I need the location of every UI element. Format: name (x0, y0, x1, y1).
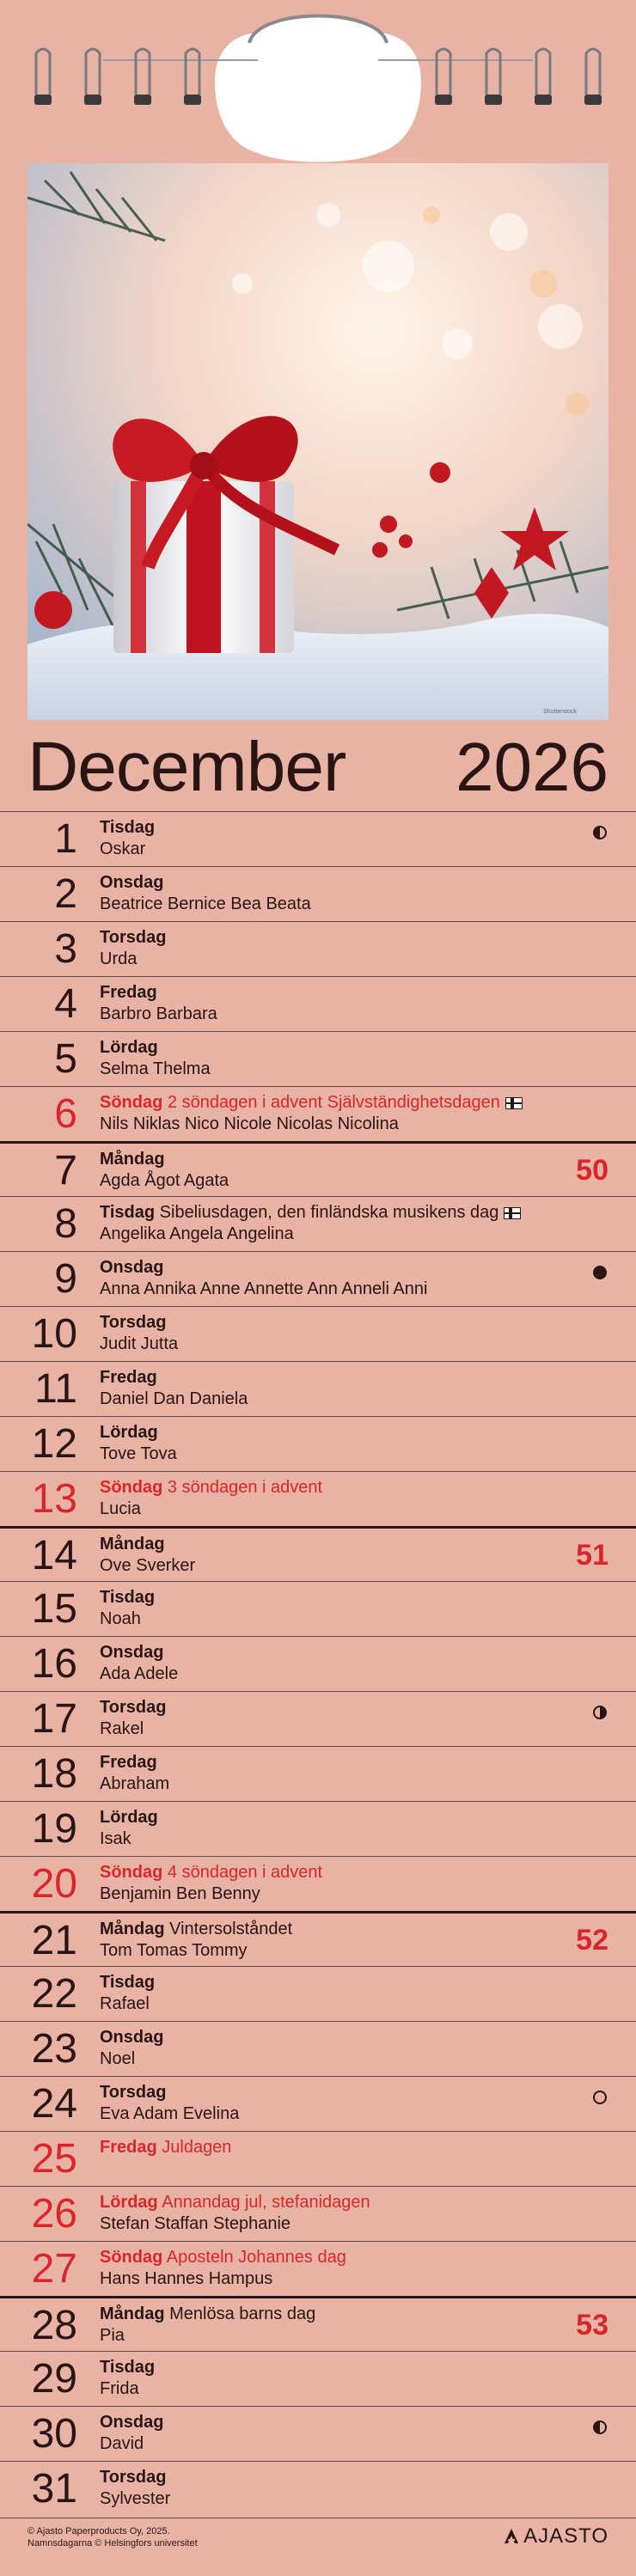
day-number: 7 (54, 1148, 77, 1193)
day-heading (100, 1092, 523, 1113)
day-heading (100, 1534, 165, 1554)
weekday-label: Söndag (100, 2248, 163, 2267)
day-row (0, 1251, 636, 1306)
day-heading (100, 1037, 158, 1058)
day-heading (100, 2247, 346, 2268)
day-number: 20 (31, 1861, 77, 1907)
name-day-names: Benjamin Ben Benny (100, 1884, 260, 1903)
name-day-names: Agda Ågot Agata (100, 1171, 229, 1190)
weekday-label: Torsdag (100, 1313, 167, 1332)
day-row (0, 811, 636, 866)
weekday-label: Fredag (100, 1368, 157, 1387)
day-number: 30 (31, 2411, 77, 2457)
name-day-names: Nils Niklas Nico Nicole Nicolas Nicolina (100, 1114, 399, 1133)
day-row (0, 2131, 636, 2186)
weekday-label: Onsdag (100, 1643, 164, 1662)
day-heading (100, 1919, 292, 1939)
day-note: Annandag jul, stefanidagen (162, 2193, 370, 2212)
day-row (0, 866, 636, 921)
weekday-label: Söndag (100, 1478, 163, 1497)
day-row (0, 1471, 636, 1526)
year-title: 2026 (456, 729, 608, 805)
day-row (0, 2351, 636, 2406)
day-row (0, 1031, 636, 1086)
day-note: Menlösa barns dag (169, 2304, 316, 2323)
weekday-label: Torsdag (100, 2468, 167, 2487)
weekday-label: Tisdag (100, 2358, 156, 2377)
name-day-names: Judit Jutta (100, 1334, 179, 1353)
day-number: 31 (31, 2466, 77, 2512)
day-number: 5 (54, 1036, 77, 1082)
day-heading (100, 2357, 155, 2378)
name-day-names: Noel (100, 2049, 136, 2068)
day-number: 18 (31, 1751, 77, 1797)
day-row (0, 921, 636, 976)
weekday-label: Fredag (100, 983, 157, 1002)
name-day-names: Ove Sverker (100, 1556, 196, 1575)
day-row (0, 1691, 636, 1746)
name-day-names: Rafael (100, 1994, 150, 2013)
day-row (0, 2186, 636, 2241)
day-heading (100, 1149, 165, 1169)
day-heading (100, 1807, 158, 1828)
moon-phase-icon (593, 1706, 607, 1719)
day-number: 23 (31, 2026, 77, 2072)
name-day-names: Angelika Angela Angelina (100, 1224, 294, 1243)
day-heading (100, 2082, 166, 2103)
finnish-flag-icon (504, 1207, 521, 1219)
weekday-label: Lördag (100, 2193, 158, 2212)
day-heading (100, 1202, 521, 1223)
day-number: 21 (31, 1918, 77, 1963)
day-row (0, 1086, 636, 1141)
name-day-names: Pia (100, 2326, 125, 2345)
day-heading (100, 817, 155, 838)
day-number: 9 (54, 1256, 77, 1302)
day-number: 25 (31, 2136, 77, 2182)
day-number: 2 (54, 871, 77, 917)
name-day-names: Rakel (100, 1719, 144, 1738)
weekday-label: Torsdag (100, 928, 167, 947)
day-row (0, 1416, 636, 1471)
day-note: Vintersolståndet (169, 1920, 293, 1938)
brand-mark-icon (503, 2526, 520, 2543)
day-heading (100, 2304, 315, 2324)
weekday-label: Fredag (100, 2138, 157, 2157)
name-day-names: David (100, 2434, 144, 2453)
weekday-label: Onsdag (100, 873, 164, 892)
name-day-names: Abraham (100, 1774, 170, 1793)
day-number: 1 (54, 816, 77, 862)
christmas-gift-photo (28, 163, 608, 720)
brand-logo (503, 2524, 608, 2549)
day-heading (100, 1257, 163, 1278)
name-day-names: Tom Tomas Tommy (100, 1941, 248, 1960)
weekday-label: Tisdag (100, 818, 156, 837)
name-day-names: Eva Adam Evelina (100, 2104, 240, 2123)
day-row (0, 1801, 636, 1856)
day-number: 4 (54, 981, 77, 1027)
day-note: 4 söndagen i advent (167, 1863, 323, 1882)
day-row (0, 2461, 636, 2516)
weekday-label: Onsdag (100, 1258, 164, 1277)
weekday-label: Måndag (100, 1920, 165, 1938)
name-day-names: Urda (100, 949, 138, 968)
weekday-label: Måndag (100, 2304, 165, 2323)
day-row (0, 1746, 636, 1801)
day-number: 13 (31, 1476, 77, 1522)
day-number: 16 (31, 1641, 77, 1687)
day-number: 10 (31, 1311, 77, 1357)
name-day-names: Lucia (100, 1499, 141, 1518)
name-day-names: Daniel Dan Daniela (100, 1389, 248, 1408)
spiral-binding (0, 0, 636, 163)
day-row (0, 1196, 636, 1251)
day-number: 8 (54, 1201, 77, 1247)
day-heading (100, 872, 163, 893)
weekday-label: Torsdag (100, 2083, 167, 2102)
day-heading (100, 2412, 163, 2433)
day-row (0, 1141, 636, 1196)
day-row (0, 1361, 636, 1416)
day-note: 2 söndagen i advent Självständighetsdagen (167, 1093, 500, 1112)
weekday-label: Tisdag (100, 1203, 156, 1222)
names-credit-text: Namnsdagarna © Helsingfors universitet (28, 2538, 198, 2549)
week-number: 51 (576, 1539, 608, 1572)
footer (0, 2518, 636, 2576)
day-row (0, 1636, 636, 1691)
weekday-label: Söndag (100, 1863, 163, 1882)
day-number: 11 (34, 1366, 77, 1412)
name-day-names: Anna Annika Anne Annette Ann Anneli Anni (100, 1279, 428, 1298)
weekday-label: Tisdag (100, 1588, 156, 1607)
copyright-text: © Ajasto Paperproducts Oy, 2025. (28, 2526, 170, 2536)
name-day-names: Beatrice Bernice Bea Beata (100, 894, 311, 913)
day-list (0, 811, 636, 2516)
moon-phase-icon (593, 2420, 607, 2434)
weekday-label: Söndag (100, 1093, 163, 1112)
name-day-names: Tove Tova (100, 1444, 177, 1463)
day-row (0, 2241, 636, 2296)
day-number: 14 (31, 1533, 77, 1578)
name-day-names: Oskar (100, 839, 146, 858)
month-title: December (28, 728, 346, 806)
day-heading (100, 1587, 155, 1608)
day-note: Juldagen (162, 2138, 232, 2157)
day-number: 19 (31, 1806, 77, 1852)
day-row (0, 1526, 636, 1581)
day-note: Aposteln Johannes dag (166, 2248, 346, 2267)
day-row (0, 1966, 636, 2021)
name-day-names: Barbro Barbara (100, 1004, 217, 1023)
day-heading (100, 1367, 157, 1388)
day-heading (100, 927, 166, 948)
weekday-label: Lördag (100, 1038, 158, 1057)
day-number: 15 (31, 1586, 77, 1632)
week-number: 53 (576, 2309, 608, 2341)
weekday-label: Måndag (100, 1535, 165, 1554)
week-number: 50 (576, 1154, 608, 1187)
day-heading (100, 1752, 157, 1773)
weekday-label: Måndag (100, 1150, 165, 1169)
day-number: 29 (31, 2356, 77, 2402)
day-note: 3 söndagen i advent (167, 1478, 323, 1497)
day-heading (100, 2137, 231, 2158)
day-row (0, 1306, 636, 1361)
day-row (0, 1581, 636, 1636)
day-row (0, 976, 636, 1031)
moon-phase-icon (593, 826, 607, 839)
day-heading (100, 2027, 163, 2048)
day-heading (100, 1312, 166, 1333)
day-row (0, 1856, 636, 1911)
name-day-names: Hans Hannes Hampus (100, 2269, 273, 2288)
name-day-names: Ada Adele (100, 1664, 179, 1683)
day-note: Sibeliusdagen, den finländska musikens dag (159, 1203, 499, 1222)
day-heading (100, 982, 157, 1003)
day-heading (100, 1972, 155, 1993)
moon-phase-icon (593, 1266, 607, 1279)
day-heading (100, 1697, 166, 1718)
weekday-label: Lördag (100, 1423, 158, 1442)
photo-credit: Shutterstock (543, 709, 577, 715)
day-number: 26 (31, 2191, 77, 2237)
day-row (0, 2076, 636, 2131)
name-day-names: Isak (100, 1829, 131, 1848)
day-heading (100, 1422, 158, 1443)
day-number: 24 (31, 2081, 77, 2127)
moon-phase-icon (593, 2091, 607, 2104)
day-number: 17 (31, 1696, 77, 1742)
day-number: 28 (31, 2303, 77, 2348)
weekday-label: Torsdag (100, 1698, 167, 1717)
name-day-names: Frida (100, 2379, 139, 2398)
name-day-names: Stefan Staffan Stephanie (100, 2214, 291, 2233)
day-heading (100, 1642, 163, 1663)
day-heading (100, 1862, 322, 1883)
name-day-names: Noah (100, 1609, 141, 1628)
day-heading (100, 1477, 322, 1498)
day-heading (100, 2467, 166, 2487)
day-row (0, 2406, 636, 2461)
day-number: 12 (31, 1421, 77, 1467)
weekday-label: Onsdag (100, 2413, 164, 2432)
day-number: 22 (31, 1971, 77, 2017)
day-number: 6 (54, 1091, 77, 1137)
day-heading (100, 2192, 370, 2213)
weekday-label: Fredag (100, 1753, 157, 1772)
week-number: 52 (576, 1924, 608, 1956)
finnish-flag-icon (505, 1097, 523, 1109)
brand-name: AJASTO (523, 2524, 608, 2548)
day-number: 3 (54, 926, 77, 972)
day-number: 27 (31, 2246, 77, 2292)
name-day-names: Selma Thelma (100, 1059, 211, 1078)
day-row (0, 2296, 636, 2351)
name-day-names: Sylvester (100, 2489, 171, 2508)
month-header (28, 729, 608, 806)
weekday-label: Onsdag (100, 2028, 164, 2047)
day-row (0, 2021, 636, 2076)
weekday-label: Tisdag (100, 1973, 156, 1992)
weekday-label: Lördag (100, 1808, 158, 1827)
day-row (0, 1911, 636, 1966)
